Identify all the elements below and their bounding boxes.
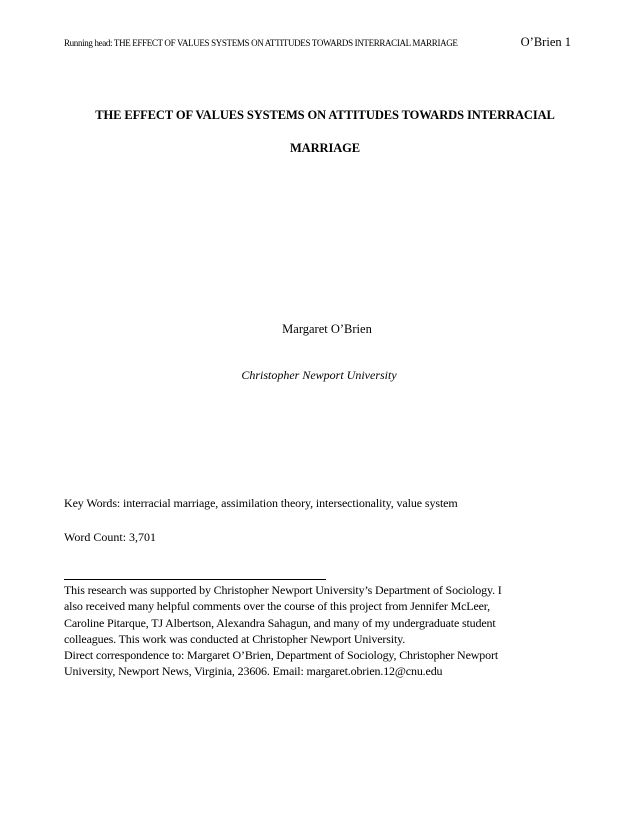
author-affiliation: Christopher Newport University — [241, 368, 397, 382]
paper-title-line-2: MARRIAGE — [289, 141, 361, 155]
author-name: Margaret O’Brien — [282, 322, 372, 336]
footnote-divider — [64, 579, 326, 580]
running-head: Running head: THE EFFECT OF VALUES SYSTEMS ON ATTITUDES TOWARDS INTERRACIAL MARRIAGE — [64, 38, 458, 48]
page-number: O’Brien 1 — [520, 35, 571, 49]
author-block — [0, 322, 638, 337]
author-note-line: Caroline Pitarque, TJ Albertson, Alexandra Sahagun, and many of my undergraduate student — [64, 615, 496, 630]
author-note-line: colleagues. This work was conducted at Christopher Newport University. — [64, 631, 406, 646]
word-count: Word Count: 3,701 — [64, 530, 157, 544]
author-note-line: also received many helpful comments over the course of this project from Jennifer McLeer, — [64, 599, 491, 614]
affiliation-block — [0, 368, 638, 383]
author-note-line: Direct correspondence to: Margaret O’Brien, Department of Sociology, Christopher Newport — [64, 648, 498, 663]
paper-title-line-1: THE EFFECT OF VALUES SYSTEMS ON ATTITUDES TOWARDS INTERRACIAL — [95, 108, 555, 122]
author-note-line: University, Newport News, Virginia, 23606. Email: margaret.obrien.12@cnu.edu — [64, 664, 443, 679]
author-note — [64, 582, 584, 680]
paper-title — [60, 99, 590, 165]
keywords: Key Words: interracial marriage, assimilation theory, intersectionality, value system — [64, 496, 458, 510]
author-note-line: This research was supported by Christopher Newport University’s Department of Sociology. I — [64, 583, 502, 597]
